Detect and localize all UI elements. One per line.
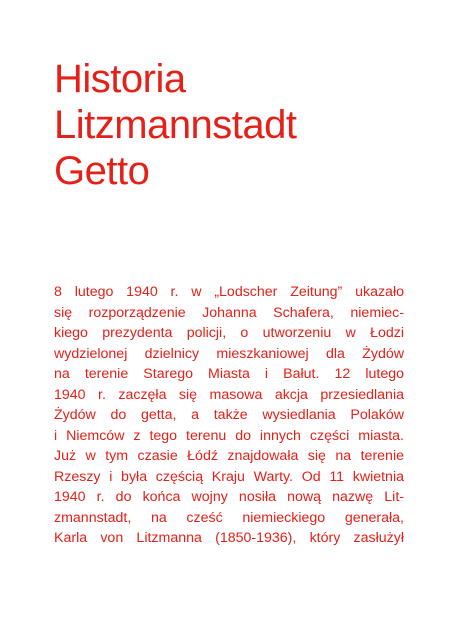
page-title [54, 56, 297, 194]
body-line: Żydów do getta, a także wysiedlania Polaków [54, 407, 404, 423]
body-line: zmannstadt, na cześć niemieckiego generała, [54, 509, 404, 526]
body-line: i Niemców z tego terenu do innych części miasta. [54, 427, 404, 444]
body-line: na terenie Starego Miasta i Bałut. 12 lutego [54, 366, 404, 382]
title-line-2: Litzmannstadt [54, 103, 297, 147]
body-paragraph [54, 282, 404, 549]
body-line: się rozporządzenie Johanna Schafera, niemiec- [54, 304, 404, 321]
body-line: 1940 r. zaczęła się masowa akcja przesiedlania [54, 386, 404, 403]
body-line: Rzeszy i była częścią Kraju Warty. Od 11 kwietnia [54, 468, 404, 485]
body-line: Już w tym czasie Łódź znajdowała się na terenie [54, 448, 404, 464]
body-line: kiego prezydenta policji, o utworzeniu w Łodzi [54, 325, 404, 341]
body-line: 1940 r. do końca wojny nosiła nową nazwę Lit- [54, 489, 404, 505]
title-line-1: Historia [54, 57, 186, 101]
body-line: wydzielonej dzielnicy mieszkaniowej dla Żydów [54, 345, 404, 362]
body-line: 8 lutego 1940 r. w „Lodscher Zeitung” ukazało [54, 284, 404, 300]
body-line: Karla von Litzmanna (1850-1936), który zasłużył [54, 530, 404, 546]
title-line-3: Getto [54, 149, 150, 193]
